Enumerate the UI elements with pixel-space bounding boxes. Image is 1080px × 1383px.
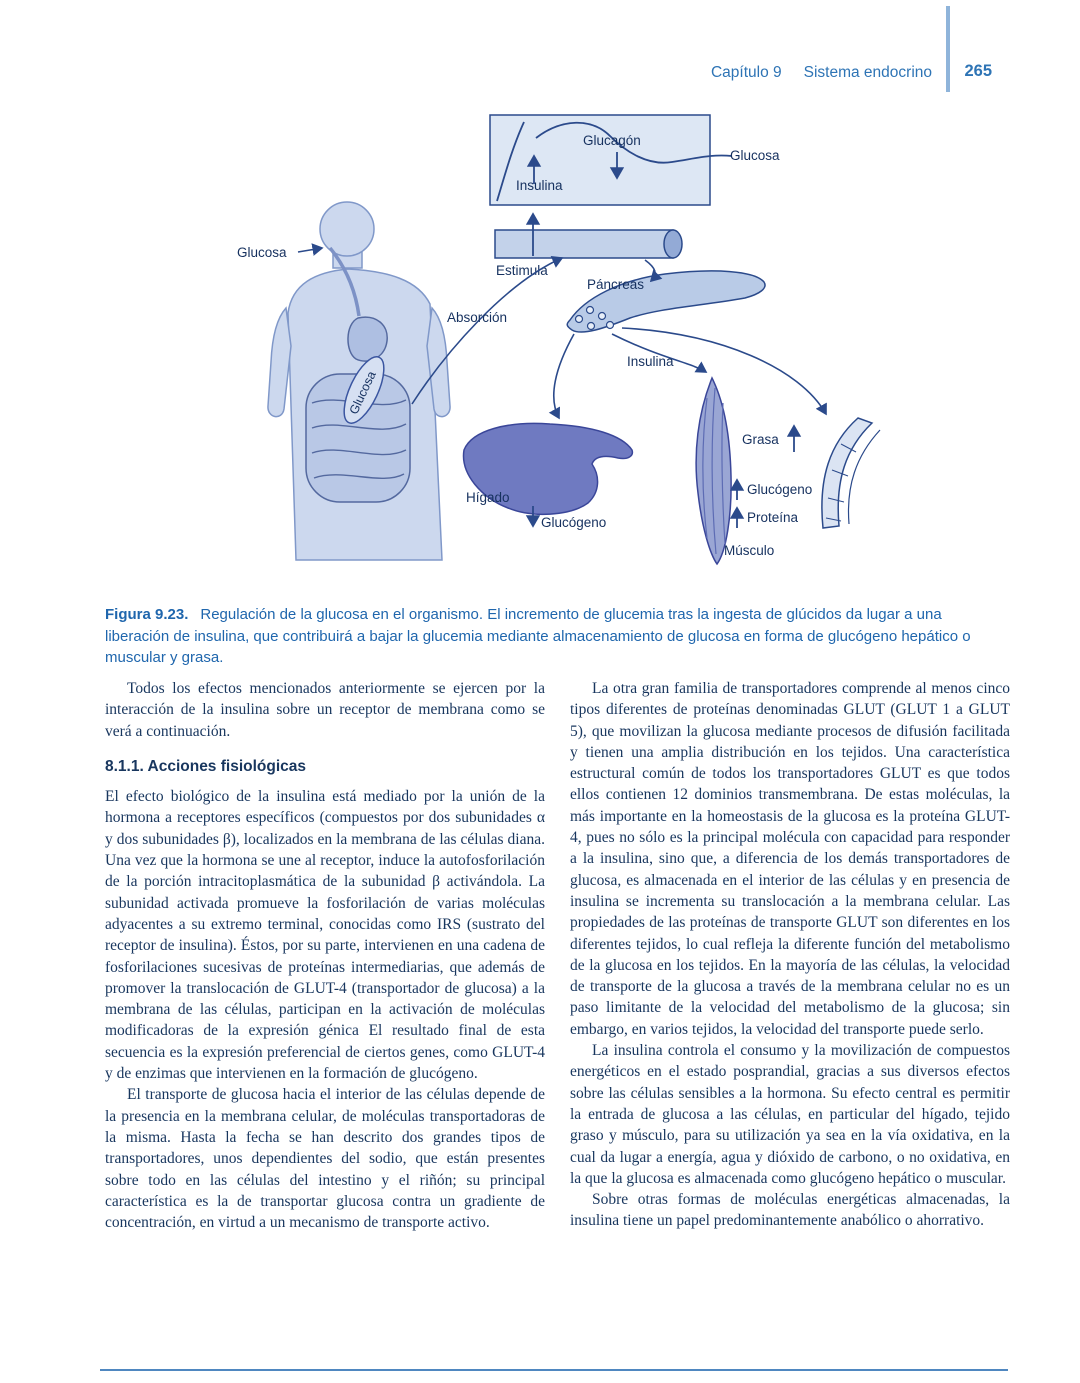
muscle-illustration [696,378,812,564]
paragraph: El efecto biológico de la insulina está mediado por la unión de la hormona a receptores específicos (compuestos por dos subunidades α y dos subunidades β), localizados en la membrana de las células diana. Una vez que la hormona se une al receptor, induce la autofosforilación de la porción intracitoplasmática de la subunidad β activándola. La subunidad activada promueve la fosforilación de varias moléculas adyacentes a su extremo terminal, conocidas como IRS (sustrato del receptor de insulina). Éstos, por su parte, intervienen en una cadena de fosforilaciones sucesivas de proteínas intermediarias, que además de promover la translocación de GLUT-4 (transportador de glucosa) a la membrana de las células, participan en la activación de moléculas modificadoras de la expresión génica El resultado final de esta secuencia es la expresión preferencial de ciertos genes, como GLUT-4 y de enzimas que intervienen en la formación de glucógeno. [105,788,545,1083]
pancreas-label: Páncreas [587,277,645,292]
grasa-label: Grasa [742,432,779,447]
higado-label: Hígado [466,490,510,505]
section-label: Sistema endocrino [803,64,932,81]
figure-diagram [100,108,980,580]
liver-illustration [464,423,633,530]
chart-insulina-label: Insulina [516,178,563,193]
paragraph: La insulina controla el consumo y la movilización de compuestos energéticos en el estado posprandial, gracias a sus diversos efectos sobre las células sensibles a la hormona. Su efecto central es permitir la entrada de glucosa a las células, en particular del hígado, tejido graso y músculo, para su utilización ya sea en la vía oxidativa, en la cual da lugar a energía, agua y dióxido de carbono, o no oxidativa, en la que la glucosa es almacenada como glucógeno hepático o muscular. [570,1042,1010,1187]
glucogeno-musculo-label: Glucógeno [747,482,813,497]
left-column [105,678,545,1233]
paragraph: La otra gran familia de transportadores comprende al menos cinco tipos diferentes de proteínas denominadas GLUT (GLUT 1 a GLUT 5), que movilizan la glucosa mediante procesos de difusión facilitada y tienen una amplia distribución en los tejidos. Una característica estructural común de todos los transportadores GLUT es que todos ellos contienen 12 dominios transmembrana. De estas moléculas, la más importante en la homeostasis de la glucosa es la proteína GLUT-4, pues no sólo es la principal molécula con capacidad para responder a la insulina, sino que, a diferencia de los demás transportadores de glucosa, es almacenada en el interior de las células y en presencia de insulina se incrementa su translocación a la membrana celular. Las propiedades de las proteínas de transporte GLUT son diferentes en los diferentes tejidos, lo cual refleja la diferente función del metabolismo de la glucosa en los tejidos. En la mayoría de las células, la velocidad de transporte de la glucosa a través de la membrana celular no es un paso limitante de la velocidad del metabolismo de la glucosa; sin embargo, en varios tejidos, la velocidad del transporte puede serlo. [570,680,1010,1038]
insulin-pathways [554,328,826,418]
estimula-label: Estimula [496,263,548,278]
paragraph: El transporte de glucosa hacia el interior de las células depende de la presencia en la membrana celular, de moléculas transportadoras de la misma. Hasta la fecha se han descrito dos grandes tipos de transportadores, unos dependientes del sodio, que están presentes sobre todo en las células del intestino y el riñón; su principal característica es la de transportar glucosa contra un gradiente de concentración, en virtud a un mecanismo de transporte activo. [105,1086,545,1232]
figure-caption-label: Figura 9.23. [105,606,189,623]
section-heading: 8.1.1. Acciones fisiológicas [105,757,307,775]
footer-rule [100,1369,1008,1371]
proteina-label: Proteína [747,510,799,525]
figure-caption-text: Regulación de la glucosa en el organismo. El incremento de glucemia tras la ingesta de glúcidos da lugar a una liberación de insulina, que contribuirá a bajar la glucemia mediante almacenamiento de glucosa en forma de glucógeno hepático o muscular y grasa. [105,606,971,666]
paragraph: Sobre otras formas de moléculas energéticas almacenadas, la insulina tiene un papel predominantemente anabólico o ahorrativo. [570,1191,1010,1230]
page-number: 265 [964,62,992,80]
glucosa-intake-label [237,245,322,260]
paragraph: Todos los efectos mencionados anteriormente se ejercen por la interacción de la insulina sobre un receptor de membrana como se verá a continuación. [105,680,545,740]
header-divider-bar [946,6,950,92]
insulina-label: Insulina [627,354,674,369]
glucosa-left-label: Glucosa [237,245,287,260]
page-header [711,64,932,82]
hormone-chart-inset [490,115,780,205]
musculo-label: Músculo [724,543,775,558]
chapter-label: Capítulo 9 [710,64,782,81]
fat-tissue-illustration [822,418,880,528]
chart-glucosa-label: Glucosa [730,148,780,163]
pancreas-illustration [567,260,765,332]
figure-caption [105,604,1010,669]
right-column [570,678,1010,1233]
chart-glucagon-label: Glucagón [583,133,641,148]
absorcion-label: Absorción [447,310,508,325]
glucogeno-higado-label: Glucógeno [541,515,607,530]
body-columns [105,678,1010,1233]
gut-glucosa-label: Glucosa [346,369,379,417]
